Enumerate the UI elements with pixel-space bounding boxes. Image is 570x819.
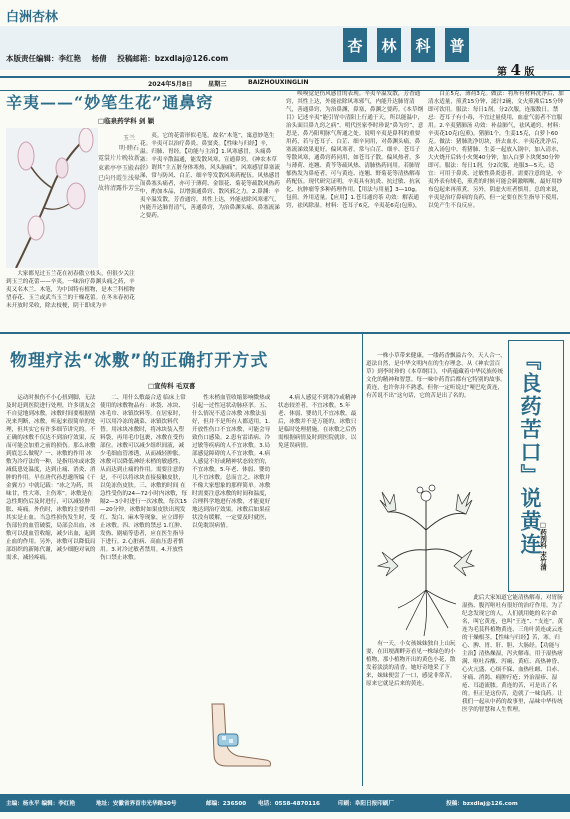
masthead-pinyin: BAIZHOUXINGLIN <box>248 79 309 86</box>
ice-pack-foot-illustration <box>196 700 276 770</box>
coptis-plant-illustration <box>376 470 476 640</box>
article3-byline: □药剂科 宋竹清 <box>539 521 547 571</box>
article2-title: 物理疗法“冰敷”的正确打开方式 <box>10 351 269 371</box>
article2-byline: □宣传科 毛双喜 <box>148 382 196 390</box>
page-number: 第 4 版 <box>497 61 535 79</box>
article3-column-2: 有一天，小女孩妹妹独自上山玩耍，在田埂湖畔旁看见一株绿色的小植物，那小植物开出的黄色小花，散发着淡淡的清香。她好奇地采了下来，妹妹便尝了一口，感觉非常苦。原来它就是后来的黄连。 <box>366 641 456 687</box>
column-divider <box>362 334 363 786</box>
magnolia-photo <box>6 128 98 268</box>
section-title-char-2: 林 <box>377 28 401 62</box>
footer-item: 主编：杨永平 编辑：李红艳 <box>6 801 76 807</box>
footer-item: 电话：0558-4870116 <box>258 801 320 807</box>
poem-line-1: 霓裳片片晚妆新， <box>98 155 147 162</box>
article3-column-1: 一株小草带来健康，一缕药香飘溢古今。天人合一、道法自然，是中华文明内在的生存理念，从《神农尝百草》到李时珍的《本草纲目》，中药蕴藏着中华民族传统文化的精神和智慧。每一味中药背后都有它特别的故事。黄连，也许你并不熟悉，但你一定听说过“哑巴吃黄连，有苦说不出”这句话，它的苦是出了名的。 <box>366 353 506 399</box>
article2-column-4: 4.病人感觉不到寒冷或精神状态较差者，不宜冰敷。5.年老、体弱、婴幼儿不宜冰敷。最后，冰敷并不是万能的，冰敷只是临时处理措施。在冰敷之后仍需根据病情及时到医院就诊，以免延误病情。 <box>278 395 357 449</box>
section-title-char-1: 杏 <box>343 28 367 62</box>
article1-column-1: 大家都见过玉兰花在初春傲立枝头，但很少关注到玉兰的花蕾——辛夷。一味治疗鼻渊头痛之药，辛夷又名木兰、木笔，为中国特有植物，是木兰科植物望春花、玉兰或武当玉兰的干燥花蕾。在冬末春初花未开放时采收，除去枝梗，阴干即成为辛 <box>6 271 135 309</box>
article1-column-3: 唤嗅觉是伤风感冒的表现。辛夷辛温发散，芳香通窍，其性上达，外能祛除风寒邪气，内能升达肺胃清气，善通鼻窍，为治鼻渊，鼻塞，鼻渊之要药。《本草纲目》记述辛夷“能引胃中清阳上行通于天，所以能温中，治头面目鼻九窍之病”。明代医家李时珍说“鼻为窍”，意思是，鼻乃阳明脉气所通之处。说明辛夷是鼻科的重要用药，若与苍耳子、白芷、细辛同用，对鼻渊头痛，鼻塞流涕效果更好。偏风寒者，常与白芷、细辛、苍耳子等散风寒，通鼻窍药同用，如苍耳子散。偏风热者，多与薄荷、连翘、黄芩等疏风热、清肺热药同用。若肺胃郁热发为鼻疮者，可与黄连、连翘、野菊花等清热解毒药配伍。现代研究证明，辛夷具有抗炎、抗过敏、抗氧化、抗肿瘤等多种药理作用。【用法与用量】3—10g。包煎。外用适量。【应用】1.苍耳通窍茶 功效：解表通窍，祛风除湿。材料：苍耳子6克，辛夷花6克(包煎)， <box>286 91 424 209</box>
editor-line <box>6 53 236 64</box>
issue-weekday: 星期三 <box>208 81 227 88</box>
page-number-value: 4 <box>510 61 521 79</box>
footer-item: 投稿：bzxdlaj@126.com <box>446 801 518 807</box>
poem-line-2: 束素亭亭玉殿春。 <box>98 165 147 172</box>
article3-column-3: 此后大家知道它能清热解毒，对胃肠湿热、腹泻呕吐有很好的治疗作用。为了纪念发现它的人，人们就用她的名字命名，叫它黄连，也叫“王连”、“支连”。黄连为毛茛科植物黄连、三角叶黄连或云连的干燥根茎。【性味与归经】苦，寒。归心、脾、胃、肝、胆、大肠经。【功能与主治】清热燥湿，泻火解毒。用于湿热痞满、呕吐吞酸、泻痢、黄疸、高热神昏、心火亢盛、心烦不寐、血热吐衄、目赤、牙痛、消渴、痈肿疔疮；外治湿疹、湿疮、耳道流脓。黄连的苦，可是出了名的。但正是这份苦，造就了一味良药。让我们一起从中药的故事里，品味中华传统医学的智慧和人生哲理。 <box>462 595 564 713</box>
section-divider <box>0 332 570 334</box>
footer-item: 邮编：236500 <box>206 801 247 807</box>
poem-line-3: 已向丹霞生浅晕， <box>98 175 147 182</box>
article2-column-2: 二、用什么敷最合适 临床上常使用的冰敷物品有：冰袋、冰块、冰毛巾、冰镇饮料等。在居家时，可以用冷冻的蔬菜、冰镇饮料代替。用冰块冰敷时，将冰块装入塑料袋，再用毛巾包裹，冰敷在受伤部位。冰敷可以减少组织间液，减少毛细血管渗透，从而减轻肿胀。冰敷可以降低神经末梢的敏感性，从而达到止痛的作用。需要注意的是，不可以将冰块直接接触皮肤，以免冻伤皮肤。三、冰敷的时间 在急性受伤的24—72小时内冰敷，每隔2—3小时进行一次冰敷，每次15—20分钟。冰敷时如果皮肤出现发红、发白、麻木等现象，应立即停止冰敷。四、冰敷的禁忌 1.红肿、发热、剧痛等患者，应在医生指导下进行。2.心脏病、高血压患者慎用。3.对冷过敏者禁用。4.开放性伤口禁止冰敷。 <box>100 395 187 561</box>
poem-line-4: 故将清露作芳尘。 <box>98 185 147 192</box>
masthead-name: 白洲杏林 <box>6 10 59 25</box>
footer-bar <box>0 794 570 812</box>
footer-item: 地址：安徽省界首市光华路30号 <box>96 801 177 807</box>
poem-title: 玉兰 <box>122 135 135 142</box>
article1-column-4: 白芷5克，薄荷3克。做法：将所有材料洗净后，加清水适量，煎煮15分钟，滤汁2碗，文火煎沸后15分钟即可饮用。服法：每日1剂，分2次服，连服数日。禁忌：苍耳子有小毒，不宜过量使用，血虚气弱者不宜服用。2.辛夷猪肺汤 功效：补益肺气，祛风通窍。材料：辛夷花10克(包煎)，猪肺1个，生姜15克，白萝卜60克。做法：猪肺洗净切块，挤去血水。辛夷花洗净后，放入汤包中。将猪肺、生姜一起放入锅中，加入清水，大火烧开后转小火煲40分钟，加入白萝卜块煲30分钟即可。服法：每日1剂，分2次服，连服3—5天。适宜：可用于鼻炎、过敏性鼻炎患者。需要注意的是，辛夷外表有绒毛，煎煮的时候可能会刺激咽喉，最好用纱布包起来再煎煮。另外，阴虚火旺者慎用。总的来说，辛夷是治疗鼻病的良药，但一定要在医生指导下使用，以免产生不良反应。 <box>428 91 564 209</box>
poem-author: 明·睦石 <box>119 145 139 152</box>
article2-column-3: 性末梢血管收缩影响微热或引起一过性冠状动脉痉挛。五、什么情况不适合冰敷 冰敷法虽好，但并不是所有人都适用。1.开放性伤口不宜冰敷，可能会导致伤口感染。2.患有雷诺病、冷过敏等疾病的人不宜冰敷。3.局部感觉障碍的人不宜冰敷。4.病人感觉不好或精神状态较差的，不宜冰敷。5.年老、体弱、婴幼儿不宜冰敷。总而言之，冰敷并不像大家想象的那样简单。冰敷时需要注意冰敷的时间和温度，合理科学地进行冰敷，才能更好地达到治疗效果。冰敷后如果症状没有缓解，一定要及时就医，以免耽误病情。 <box>192 395 271 529</box>
section-title-char-4: 普 <box>445 28 469 62</box>
submission-email: 投稿邮箱：bzxdlaj@126.com <box>117 54 229 63</box>
section-title-char-3: 科 <box>411 28 435 62</box>
article1-column-2: 夷。它的花蕾形似毛笔，故名“木笔”，寓意妙笔生花。辛夷可以治疗鼻炎、鼻窦炎。【性味与归经】辛，温。归肺、胃经。【功能与主治】1.风寒感冒，头痛鼻塞：辛夷辛散温通，能发散风寒，宣通鼻窍。《神农本草经》谓其“主五脏身体寒热，风头脑痛”。风寒感冒鼻塞流涕，常与防风、白芷、细辛等发散风寒药配伍。风热感冒而鼻塞头痛者，亦可于薄荷、金银花、菊花等疏散风热药中，酌加本品，以增强通鼻窍、散风邪之力。2.鼻渊：辛夷辛温发散，芳香通窍，其性上达，外能祛除风寒邪气，内能升达肺胃清气，善通鼻窍，为治鼻渊头痛、鼻塞流涕之要药。 <box>140 133 281 219</box>
article1-byline: □临泉药学科 剑 颖 <box>98 117 155 125</box>
date-bar <box>0 76 570 91</box>
editor-second: 杨倩 <box>91 54 107 63</box>
article2-column-1: 运动时损伤不小心扭到脚，无法及时赶到医院进行处理，许多朋友会不自觉地到冰敷。冰敷时间要根据情况来判断，冰敷，听起来很简单的处理，但其实它有许多细节讲究的。不正确的冰敷不仅达不到治疗效果，反而可能会加重之前的损伤。那么冰敷到底怎么做呢？一、冰敷的作用 冰敷为冷疗法的一种，是指用冰或冰袋减低患处温度，达到止痛、消炎、消肿的作用。早在唐代孙思邈所编《千金翼方》中就记载：“冰之为药，其味甘，性大寒，主伤寒”。冰敷是在急性期伤后及时进行，可以减轻肿胀、疼痛。外伤时，冰敷的主要作用其实是止血。当急性损伤发生时，受伤部位的血管破裂，局部会出血，冰敷可以使血管收缩，减少出血，起到止血的作用。另外，冰敷可以降低局部组织的新陈代谢，减少细胞对氧的需求，减轻疼痛。 <box>6 395 96 561</box>
article3-title: 『良药苦口』说黄连 <box>518 349 542 556</box>
article3-title-box <box>508 340 564 592</box>
article1-title: 辛夷——“妙笔生花”通鼻窍 <box>6 93 214 112</box>
issue-date: 2024年5月8日 <box>148 81 193 88</box>
footer-item: 印刷：阜阳日报印刷厂 <box>338 801 394 807</box>
editor-name: 本版责任编辑：李红艳 <box>6 54 81 63</box>
